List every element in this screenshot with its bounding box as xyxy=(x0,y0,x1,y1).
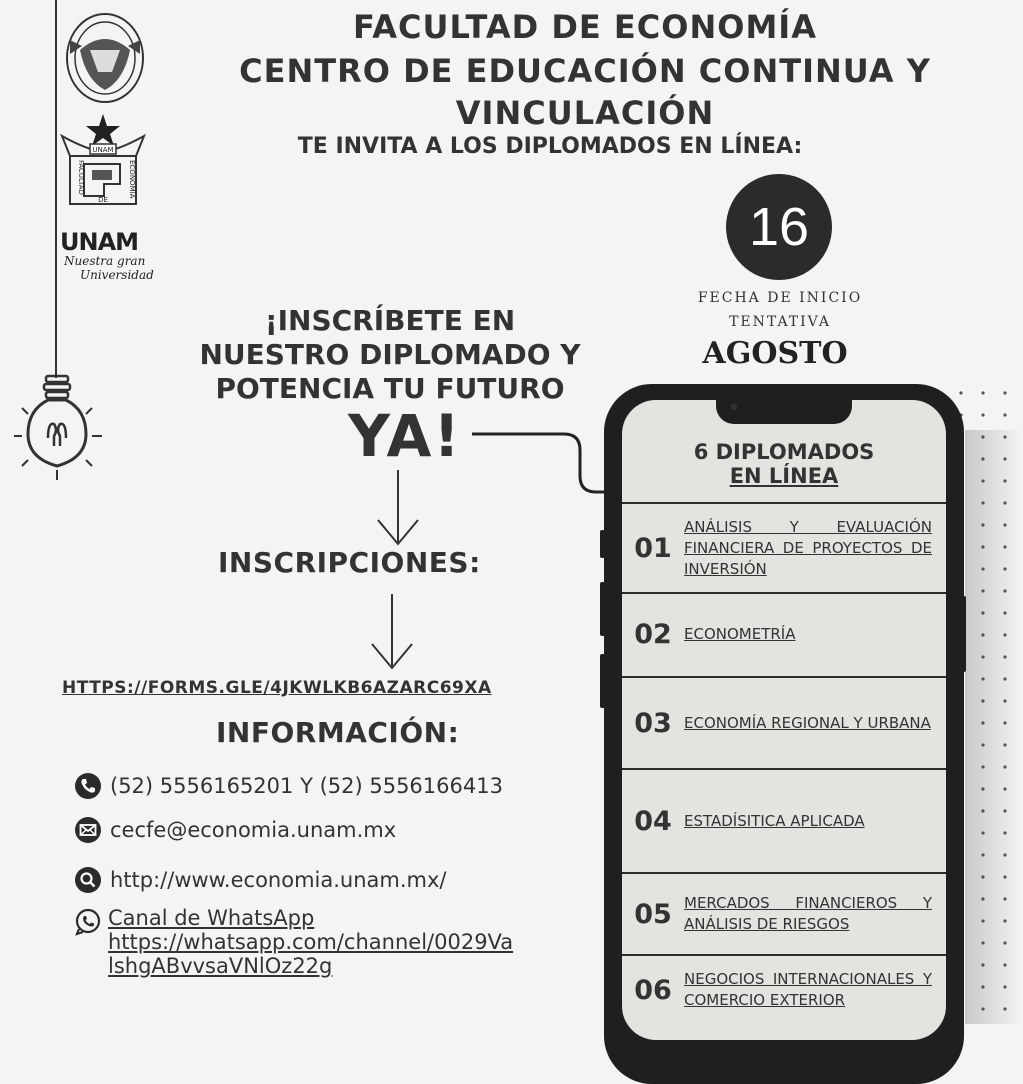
start-day-badge: 16 xyxy=(726,174,832,280)
diploma-number: 01 xyxy=(634,532,672,564)
diploma-label[interactable]: ESTADÍSITICA APLICADA xyxy=(684,811,865,830)
start-month: AGOSTO xyxy=(702,336,848,371)
cta-line3: POTENCIA TU FUTURO xyxy=(215,372,565,405)
header-title-line2: CENTRO DE EDUCACIÓN CONTINUA Y xyxy=(239,52,931,90)
diploma-item-02[interactable] xyxy=(622,592,946,674)
phone-side-button xyxy=(600,582,605,636)
phone-side-button xyxy=(600,530,605,558)
start-date-label xyxy=(670,286,890,334)
header-title-line3: VINCULACIÓN xyxy=(455,94,715,132)
fe-label-right: ECONOMÍA xyxy=(128,160,136,199)
unam-tagline-line2: Universidad xyxy=(80,268,154,282)
diploma-item-05[interactable] xyxy=(622,872,946,954)
diplomas-title-line1: 6 DIPLOMADOS xyxy=(693,440,875,464)
cta-ya: YA! xyxy=(348,402,462,470)
arrow-down-icon xyxy=(368,592,416,672)
cta-line1: ¡INSCRÍBETE EN xyxy=(264,304,516,337)
diploma-item-04[interactable] xyxy=(622,768,946,872)
diploma-number: 06 xyxy=(634,974,672,1006)
unam-tagline-line1: Nuestra gran xyxy=(64,254,146,268)
diploma-label[interactable]: ECONOMÍA REGIONAL Y URBANA xyxy=(684,713,931,732)
lightbulb-icon xyxy=(8,374,108,486)
header-title-line1: FACULTAD DE ECONOMÍA xyxy=(353,8,817,46)
diploma-number: 04 xyxy=(634,805,672,837)
unam-seal-logo xyxy=(62,10,148,106)
contact-email[interactable]: cecfe@economia.unam.mx xyxy=(110,818,397,842)
informacion-title: INFORMACIÓN: xyxy=(216,716,460,749)
whatsapp-icon xyxy=(74,908,102,936)
fe-label-bottom: DE xyxy=(98,196,108,204)
diploma-label[interactable]: NEGOCIOS INTERNACIONALES Y COMERCIO EXTERIOR xyxy=(684,970,932,1009)
diploma-label[interactable]: ECONOMETRÍA xyxy=(684,624,796,643)
diploma-label[interactable]: ANÁLISIS Y EVALUACIÓN FINANCIERA DE PROYECTOS DE INVERSIÓN xyxy=(684,517,932,578)
unam-wordmark: UNAM xyxy=(60,228,139,256)
contact-email-row xyxy=(74,816,396,844)
cta-line2: NUESTRO DIPLOMADO Y xyxy=(199,338,581,371)
contact-web-row xyxy=(74,866,447,894)
lamp-cord xyxy=(55,0,57,378)
phone-notch xyxy=(716,398,852,424)
whatsapp-label[interactable]: Canal de WhatsApp xyxy=(108,906,315,930)
inscripciones-title: INSCRIPCIONES: xyxy=(218,546,481,579)
facultad-economia-logo xyxy=(60,112,146,206)
start-label-line2: TENTATIVA xyxy=(729,314,831,330)
phone-side-button xyxy=(600,654,605,708)
diplomas-title-line2: EN LÍNEA xyxy=(729,464,839,488)
invite-text: TE INVITA A LOS DIPLOMADOS EN LÍNEA: xyxy=(297,134,803,159)
contact-phone-row xyxy=(74,772,503,800)
diploma-item-06[interactable] xyxy=(622,954,946,1024)
diploma-number: 05 xyxy=(634,898,672,930)
contact-phone: (52) 5556165201 Y (52) 5556166413 xyxy=(110,774,503,798)
diploma-item-01[interactable] xyxy=(622,502,946,592)
arrow-down-icon xyxy=(374,468,422,548)
unam-tagline xyxy=(64,254,154,282)
fe-label-left: FACULTAD xyxy=(77,160,85,195)
registration-link[interactable]: HTTPS://FORMS.GLE/4JKWLKB6AZARC69XA xyxy=(62,678,492,698)
diplomas-title xyxy=(622,440,946,488)
start-label-line1: FECHA DE INICIO xyxy=(697,290,863,306)
phone-side-button xyxy=(961,596,966,672)
email-icon xyxy=(74,816,102,844)
camera-dot xyxy=(731,404,737,410)
diploma-number: 03 xyxy=(634,707,672,739)
whatsapp-channel[interactable] xyxy=(108,906,518,978)
fe-banner-text: UNAM xyxy=(92,146,114,154)
diploma-item-03[interactable] xyxy=(622,676,946,768)
diploma-label[interactable]: MERCADOS FINANCIEROS Y ANÁLISIS DE RIESGOS xyxy=(684,894,932,933)
phone-icon xyxy=(74,772,102,800)
contact-web[interactable]: http://www.economia.unam.mx/ xyxy=(110,868,447,892)
whatsapp-link[interactable]: https://whatsapp.com/channel/0029ValshgABvvsaVNlOz22g xyxy=(108,930,514,978)
diploma-number: 02 xyxy=(634,618,672,650)
search-icon xyxy=(74,866,102,894)
